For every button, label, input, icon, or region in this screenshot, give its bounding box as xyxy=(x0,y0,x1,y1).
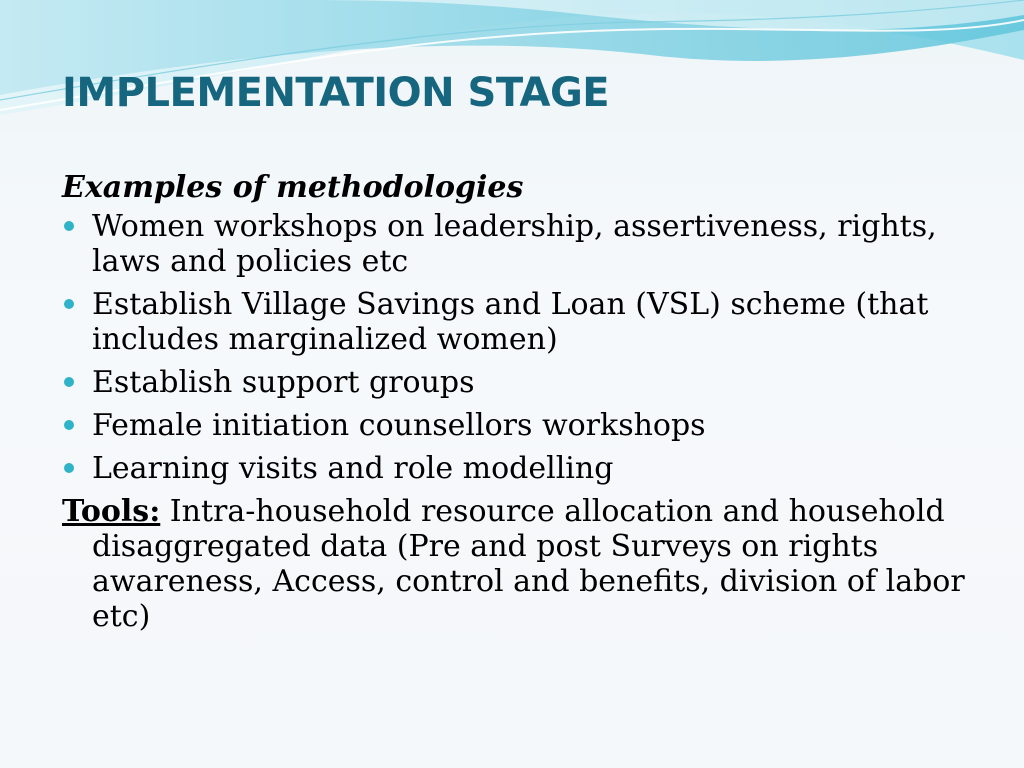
slide-body xyxy=(62,170,972,634)
bullet-dot-icon xyxy=(64,299,74,309)
list-item-text: Women workshops on leadership, assertiveness, rights, laws and policies etc xyxy=(92,209,937,279)
subheading: Examples of methodologies xyxy=(62,170,524,205)
list-item-text: Learning visits and role modelling xyxy=(92,451,614,486)
list-item-text: Establish support groups xyxy=(92,365,475,400)
bullet-dot-icon xyxy=(64,221,74,231)
list-item-text: Establish Village Savings and Loan (VSL) scheme (that includes marginalized women) xyxy=(92,287,929,357)
page-title: IMPLEMENTATION STAGE xyxy=(62,70,610,116)
list-item xyxy=(62,287,972,357)
bullet-dot-icon xyxy=(64,420,74,430)
list-item xyxy=(62,408,972,443)
tools-text: Intra-household resource allocation and household disaggregated data (Pre and post Surveys on rights awareness, Access, control and benefits, division of labor etc) xyxy=(92,494,965,634)
list-item xyxy=(62,209,972,279)
bullet-list xyxy=(62,209,972,486)
list-item xyxy=(62,451,972,486)
list-item xyxy=(62,365,972,400)
bullet-dot-icon xyxy=(64,377,74,387)
tools-label: Tools: xyxy=(62,494,161,529)
tools-paragraph xyxy=(62,494,972,634)
bullet-dot-icon xyxy=(64,463,74,473)
list-item-text: Female initiation counsellors workshops xyxy=(92,408,706,443)
